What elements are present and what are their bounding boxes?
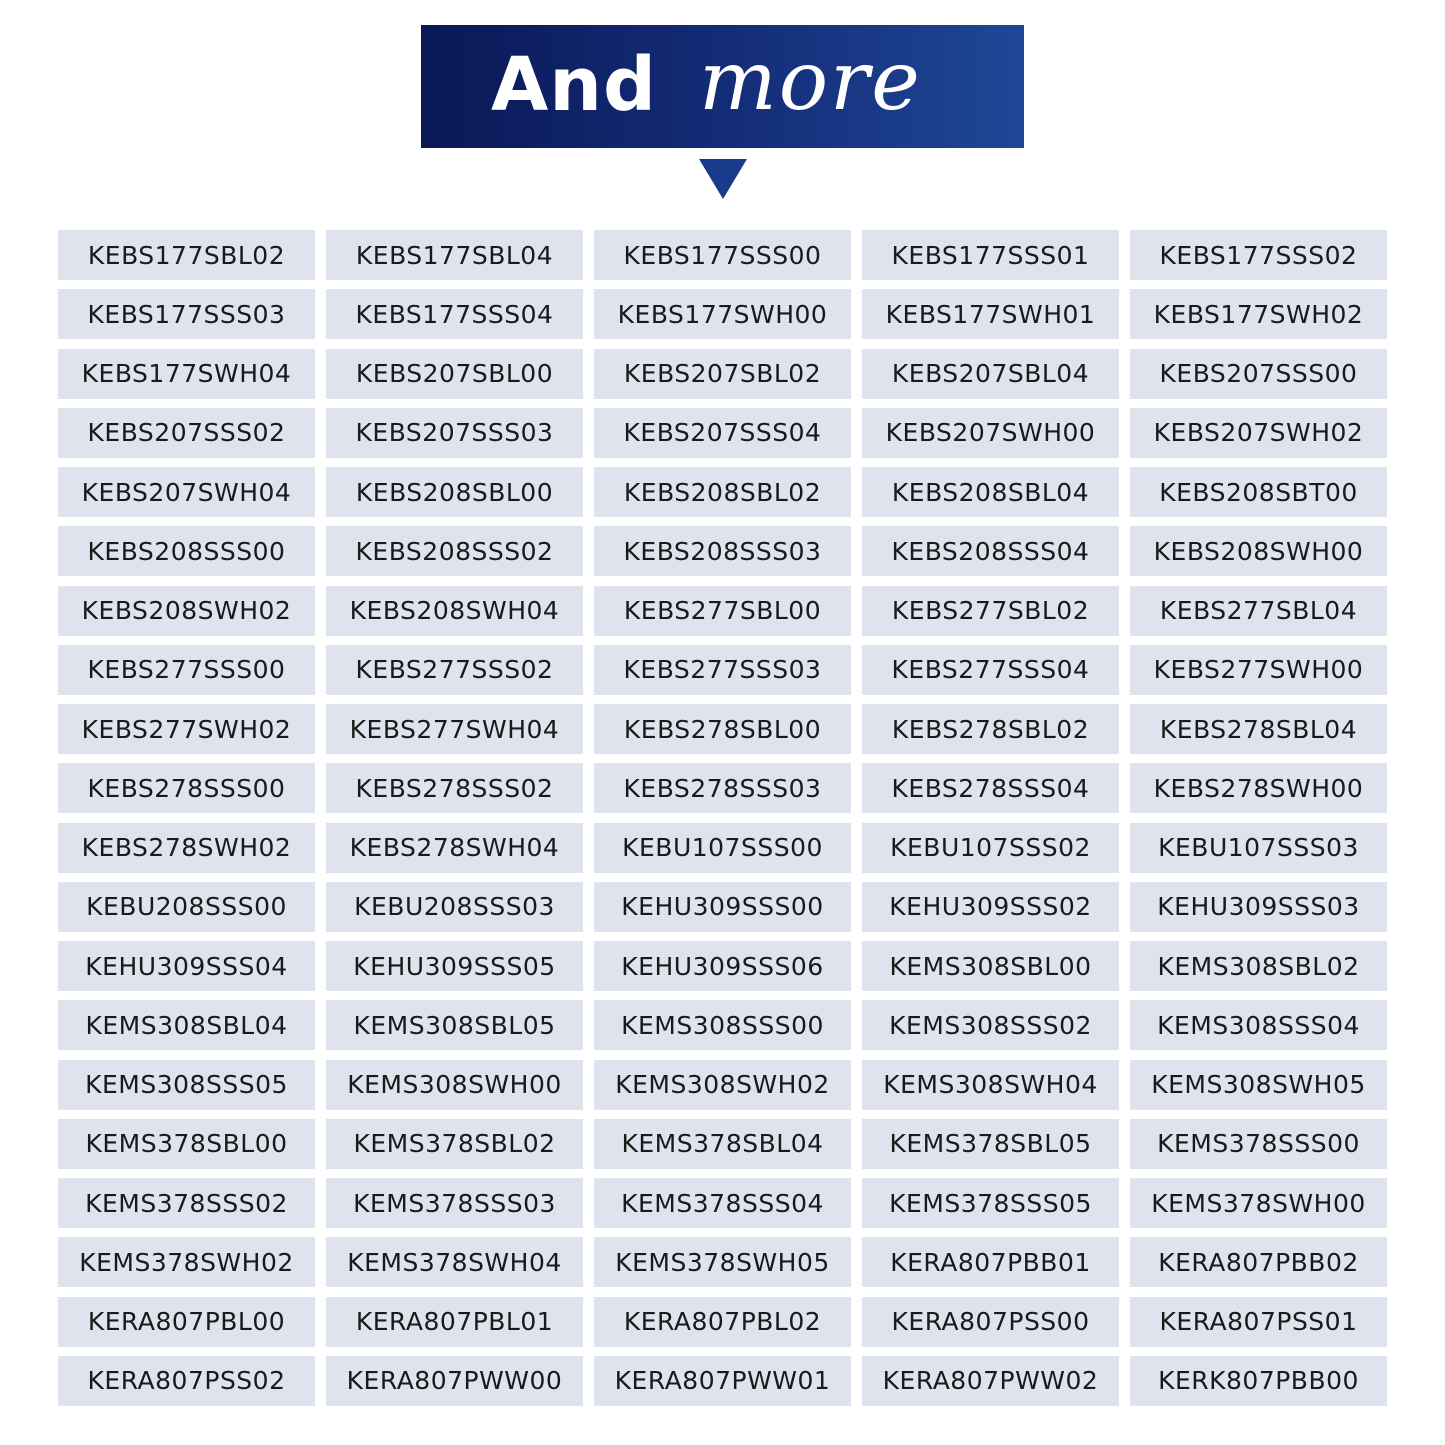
banner-bold-text: And <box>491 41 657 128</box>
model-cell: KEBU208SSS00 <box>58 882 315 932</box>
model-cell: KEBU107SSS02 <box>862 823 1119 873</box>
model-cell: KEBS177SSS02 <box>1130 230 1387 280</box>
model-cell: KEBS277SSS02 <box>326 645 583 695</box>
model-cell: KEHU309SSS03 <box>1130 882 1387 932</box>
model-cell: KERA807PBB01 <box>862 1237 1119 1287</box>
model-cell: KEBS207SSS00 <box>1130 349 1387 399</box>
model-cell: KEBS277SWH00 <box>1130 645 1387 695</box>
model-cell: KEMS308SWH02 <box>594 1060 851 1110</box>
model-cell: KEBS177SSS03 <box>58 289 315 339</box>
model-cell: KEBS278SSS03 <box>594 763 851 813</box>
model-cell: KEBS177SSS00 <box>594 230 851 280</box>
model-cell: KEMS308SWH05 <box>1130 1060 1387 1110</box>
model-cell: KERA807PWW01 <box>594 1356 851 1406</box>
model-cell: KEBS277SWH02 <box>58 704 315 754</box>
model-cell: KEMS308SBL05 <box>326 1000 583 1050</box>
model-cell: KEBS208SBL02 <box>594 467 851 517</box>
model-cell: KEBS207SWH00 <box>862 408 1119 458</box>
model-cell: KEBU107SSS00 <box>594 823 851 873</box>
model-cell: KERA807PWW02 <box>862 1356 1119 1406</box>
model-cell: KEBS207SBL04 <box>862 349 1119 399</box>
model-cell: KERA807PWW00 <box>326 1356 583 1406</box>
model-cell: KEBS208SBL04 <box>862 467 1119 517</box>
model-cell: KEHU309SSS02 <box>862 882 1119 932</box>
model-cell: KEMS378SBL04 <box>594 1119 851 1169</box>
model-cell: KEBS207SSS03 <box>326 408 583 458</box>
model-cell: KERA807PSS00 <box>862 1297 1119 1347</box>
model-cell: KEBS278SSS02 <box>326 763 583 813</box>
model-cell: KEMS308SSS02 <box>862 1000 1119 1050</box>
model-cell: KEHU309SSS06 <box>594 941 851 991</box>
model-cell: KEMS378SSS05 <box>862 1178 1119 1228</box>
model-cell: KEBS277SSS00 <box>58 645 315 695</box>
model-cell: KEMS378SSS04 <box>594 1178 851 1228</box>
model-cell: KEMS378SWH00 <box>1130 1178 1387 1228</box>
model-cell: KEMS378SSS02 <box>58 1178 315 1228</box>
model-cell: KEBS278SBL02 <box>862 704 1119 754</box>
model-cell: KEBS208SBL00 <box>326 467 583 517</box>
model-cell: KEMS308SWH04 <box>862 1060 1119 1110</box>
model-cell: KERK807PBB00 <box>1130 1356 1387 1406</box>
model-cell: KEBS207SBL02 <box>594 349 851 399</box>
model-cell: KEMS308SWH00 <box>326 1060 583 1110</box>
model-cell: KEBS207SSS04 <box>594 408 851 458</box>
model-cell: KEHU309SSS05 <box>326 941 583 991</box>
model-cell: KEBS208SWH00 <box>1130 526 1387 576</box>
model-cell: KEBS207SSS02 <box>58 408 315 458</box>
model-cell: KEBS278SSS04 <box>862 763 1119 813</box>
model-cell: KEBS177SWH02 <box>1130 289 1387 339</box>
model-cell: KEBS208SSS00 <box>58 526 315 576</box>
model-cell: KEBS177SWH00 <box>594 289 851 339</box>
model-cell: KEBS278SWH04 <box>326 823 583 873</box>
model-cell: KERA807PBB02 <box>1130 1237 1387 1287</box>
model-cell: KEBU208SSS03 <box>326 882 583 932</box>
model-cell: KEMS378SWH02 <box>58 1237 315 1287</box>
model-cell: KEMS308SBL00 <box>862 941 1119 991</box>
model-cell: KEBS277SBL00 <box>594 586 851 636</box>
model-cell: KEMS378SWH05 <box>594 1237 851 1287</box>
model-cell: KERA807PBL02 <box>594 1297 851 1347</box>
model-cell: KERA807PBL01 <box>326 1297 583 1347</box>
model-cell: KEBS207SWH04 <box>58 467 315 517</box>
model-cell: KEMS308SSS00 <box>594 1000 851 1050</box>
model-cell: KEMS378SBL02 <box>326 1119 583 1169</box>
model-cell: KEMS378SSS00 <box>1130 1119 1387 1169</box>
model-cell: KEBS208SBT00 <box>1130 467 1387 517</box>
model-cell: KEHU309SSS00 <box>594 882 851 932</box>
title-banner <box>421 25 1024 148</box>
model-cell: KERA807PBL00 <box>58 1297 315 1347</box>
model-cell: KEBS278SWH02 <box>58 823 315 873</box>
model-cell: KEBS177SBL02 <box>58 230 315 280</box>
model-cell: KEMS308SSS04 <box>1130 1000 1387 1050</box>
model-cell: KEBS207SBL00 <box>326 349 583 399</box>
model-grid <box>58 230 1388 1402</box>
model-cell: KEBS208SWH02 <box>58 586 315 636</box>
model-cell: KERA807PSS02 <box>58 1356 315 1406</box>
model-cell: KEBS278SBL00 <box>594 704 851 754</box>
model-cell: KEMS378SSS03 <box>326 1178 583 1228</box>
model-cell: KEBS208SSS04 <box>862 526 1119 576</box>
model-cell: KEBS208SWH04 <box>326 586 583 636</box>
model-cell: KEBS278SSS00 <box>58 763 315 813</box>
model-cell: KEBS208SSS02 <box>326 526 583 576</box>
model-cell: KEMS308SBL02 <box>1130 941 1387 991</box>
model-cell: KEHU309SSS04 <box>58 941 315 991</box>
model-cell: KEMS378SBL05 <box>862 1119 1119 1169</box>
model-cell: KEBS277SBL02 <box>862 586 1119 636</box>
model-cell: KEBS207SWH02 <box>1130 408 1387 458</box>
model-cell: KEBS177SWH01 <box>862 289 1119 339</box>
model-cell: KEBS278SBL04 <box>1130 704 1387 754</box>
model-cell: KEBS177SWH04 <box>58 349 315 399</box>
model-cell: KEBS177SBL04 <box>326 230 583 280</box>
model-cell: KEBS277SSS04 <box>862 645 1119 695</box>
model-cell: KEBS177SSS01 <box>862 230 1119 280</box>
model-cell: KERA807PSS01 <box>1130 1297 1387 1347</box>
model-cell: KEBS208SSS03 <box>594 526 851 576</box>
model-cell: KEBS278SWH00 <box>1130 763 1387 813</box>
down-arrow-icon <box>699 159 747 199</box>
model-cell: KEMS378SWH04 <box>326 1237 583 1287</box>
model-cell: KEBS277SSS03 <box>594 645 851 695</box>
model-cell: KEMS378SBL00 <box>58 1119 315 1169</box>
model-cell: KEMS308SBL04 <box>58 1000 315 1050</box>
banner-script-text: more <box>698 33 922 129</box>
model-cell: KEBS177SSS04 <box>326 289 583 339</box>
model-cell: KEMS308SSS05 <box>58 1060 315 1110</box>
model-cell: KEBS277SWH04 <box>326 704 583 754</box>
model-cell: KEBS277SBL04 <box>1130 586 1387 636</box>
model-cell: KEBU107SSS03 <box>1130 823 1387 873</box>
